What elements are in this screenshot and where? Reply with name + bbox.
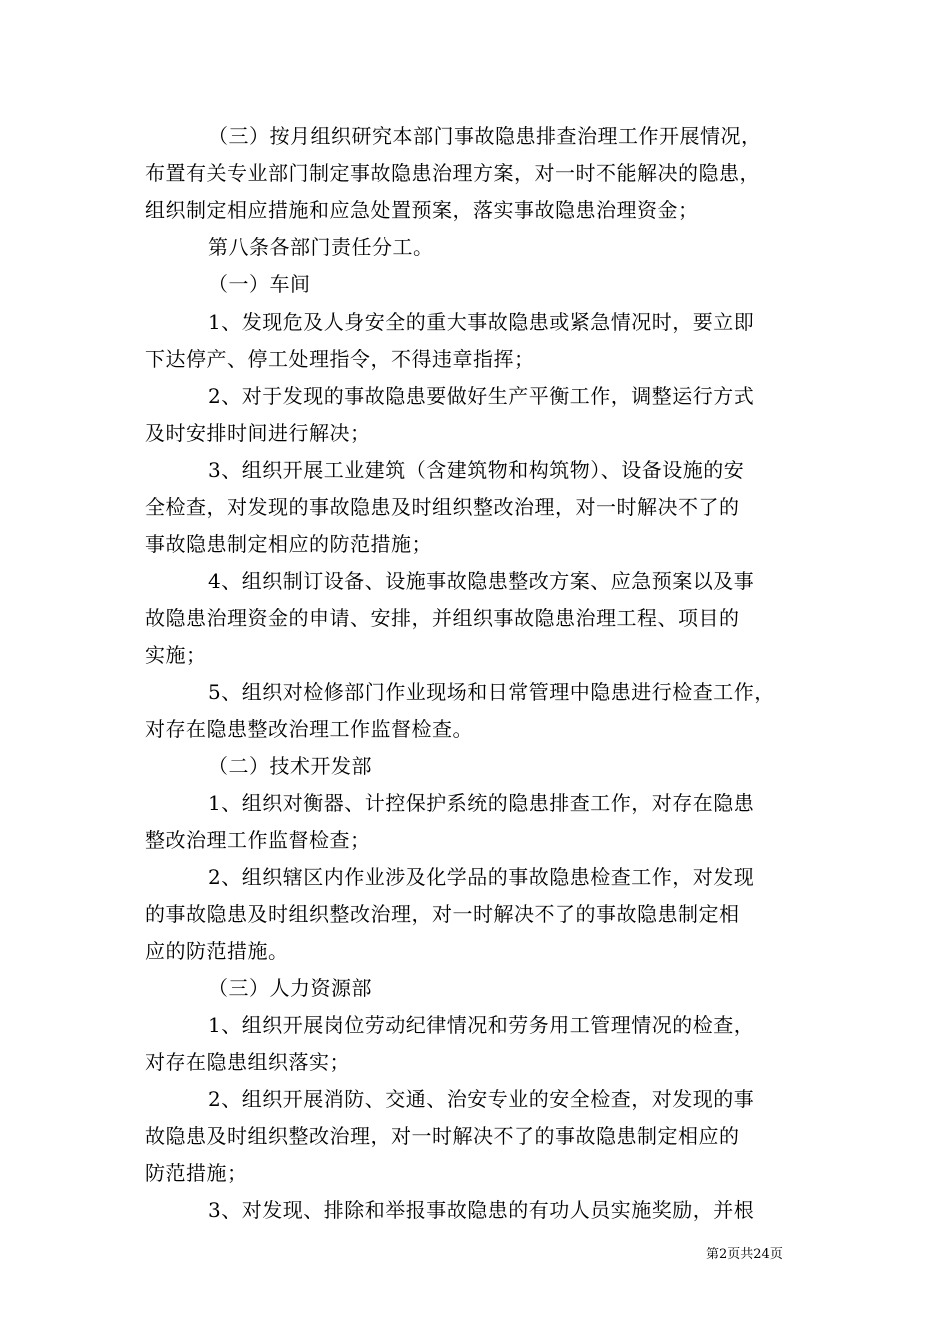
para-line: 3、对发现、排除和举报事故隐患的有功人员实施奖励，并根 (208, 1198, 755, 1222)
para-line: 对存在隐患组织落实； (145, 1050, 350, 1074)
para-line: 2、对于发现的事故隐患要做好生产平衡工作，调整运行方式 (208, 384, 755, 408)
para-line: 3、组织开展工业建筑（含建筑物和构筑物）、设备设施的安 (208, 458, 745, 482)
section-heading: 第八条各部门责任分工。 (208, 235, 434, 259)
para-line: 防范措施； (145, 1161, 248, 1185)
para-line: 整改治理工作监督检查； (145, 828, 371, 852)
para-line: 故隐患治理资金的申请、安排，并组织事故隐患治理工程、项目的 (145, 606, 740, 630)
para-line: （三）按月组织研究本部门事故隐患排查治理工作开展情况， (208, 124, 762, 148)
para-line: 故隐患及时组织整改治理，对一时解决不了的事故隐患制定相应的 (145, 1124, 740, 1148)
para-line: 组织制定相应措施和应急处置预案，落实事故隐患治理资金； (145, 198, 699, 222)
subsection-heading: （二）技术开发部 (208, 754, 372, 778)
para-line: 2、组织辖区内作业涉及化学品的事故隐患检查工作，对发现 (208, 865, 755, 889)
para-line: 及时安排时间进行解决； (145, 421, 371, 445)
para-line: 布置有关专业部门制定事故隐患治理方案，对一时不能解决的隐患， (145, 161, 760, 185)
para-line: 1、组织开展岗位劳动纪律情况和劳务用工管理情况的检查， (208, 1013, 755, 1037)
para-line: 5、组织对检修部门作业现场和日常管理中隐患进行检查工作， (208, 680, 775, 704)
para-line: 事故隐患制定相应的防范措施； (145, 532, 432, 556)
para-line: 4、组织制订设备、设施事故隐患整改方案、应急预案以及事 (208, 569, 755, 593)
para-line: 下达停产、停工处理指令，不得违章指挥； (145, 347, 535, 371)
subsection-heading: （一）车间 (208, 272, 311, 296)
para-line: 实施； (145, 643, 207, 667)
page-number: 第2页共24页 (706, 1247, 783, 1262)
para-line: 对存在隐患整改治理工作监督检查。 (145, 717, 473, 741)
para-line: 1、发现危及人身安全的重大事故隐患或紧急情况时，要立即 (208, 310, 755, 334)
para-line: 应的防范措施。 (145, 939, 289, 963)
para-line: 2、组织开展消防、交通、治安专业的安全检查，对发现的事 (208, 1087, 755, 1111)
para-line: 的事故隐患及时组织整改治理，对一时解决不了的事故隐患制定相 (145, 902, 740, 926)
para-line: 1、组织对衡器、计控保护系统的隐患排查工作，对存在隐患 (208, 791, 755, 815)
subsection-heading: （三）人力资源部 (208, 976, 372, 1000)
para-line: 全检查，对发现的事故隐患及时组织整改治理，对一时解决不了的 (145, 495, 740, 519)
